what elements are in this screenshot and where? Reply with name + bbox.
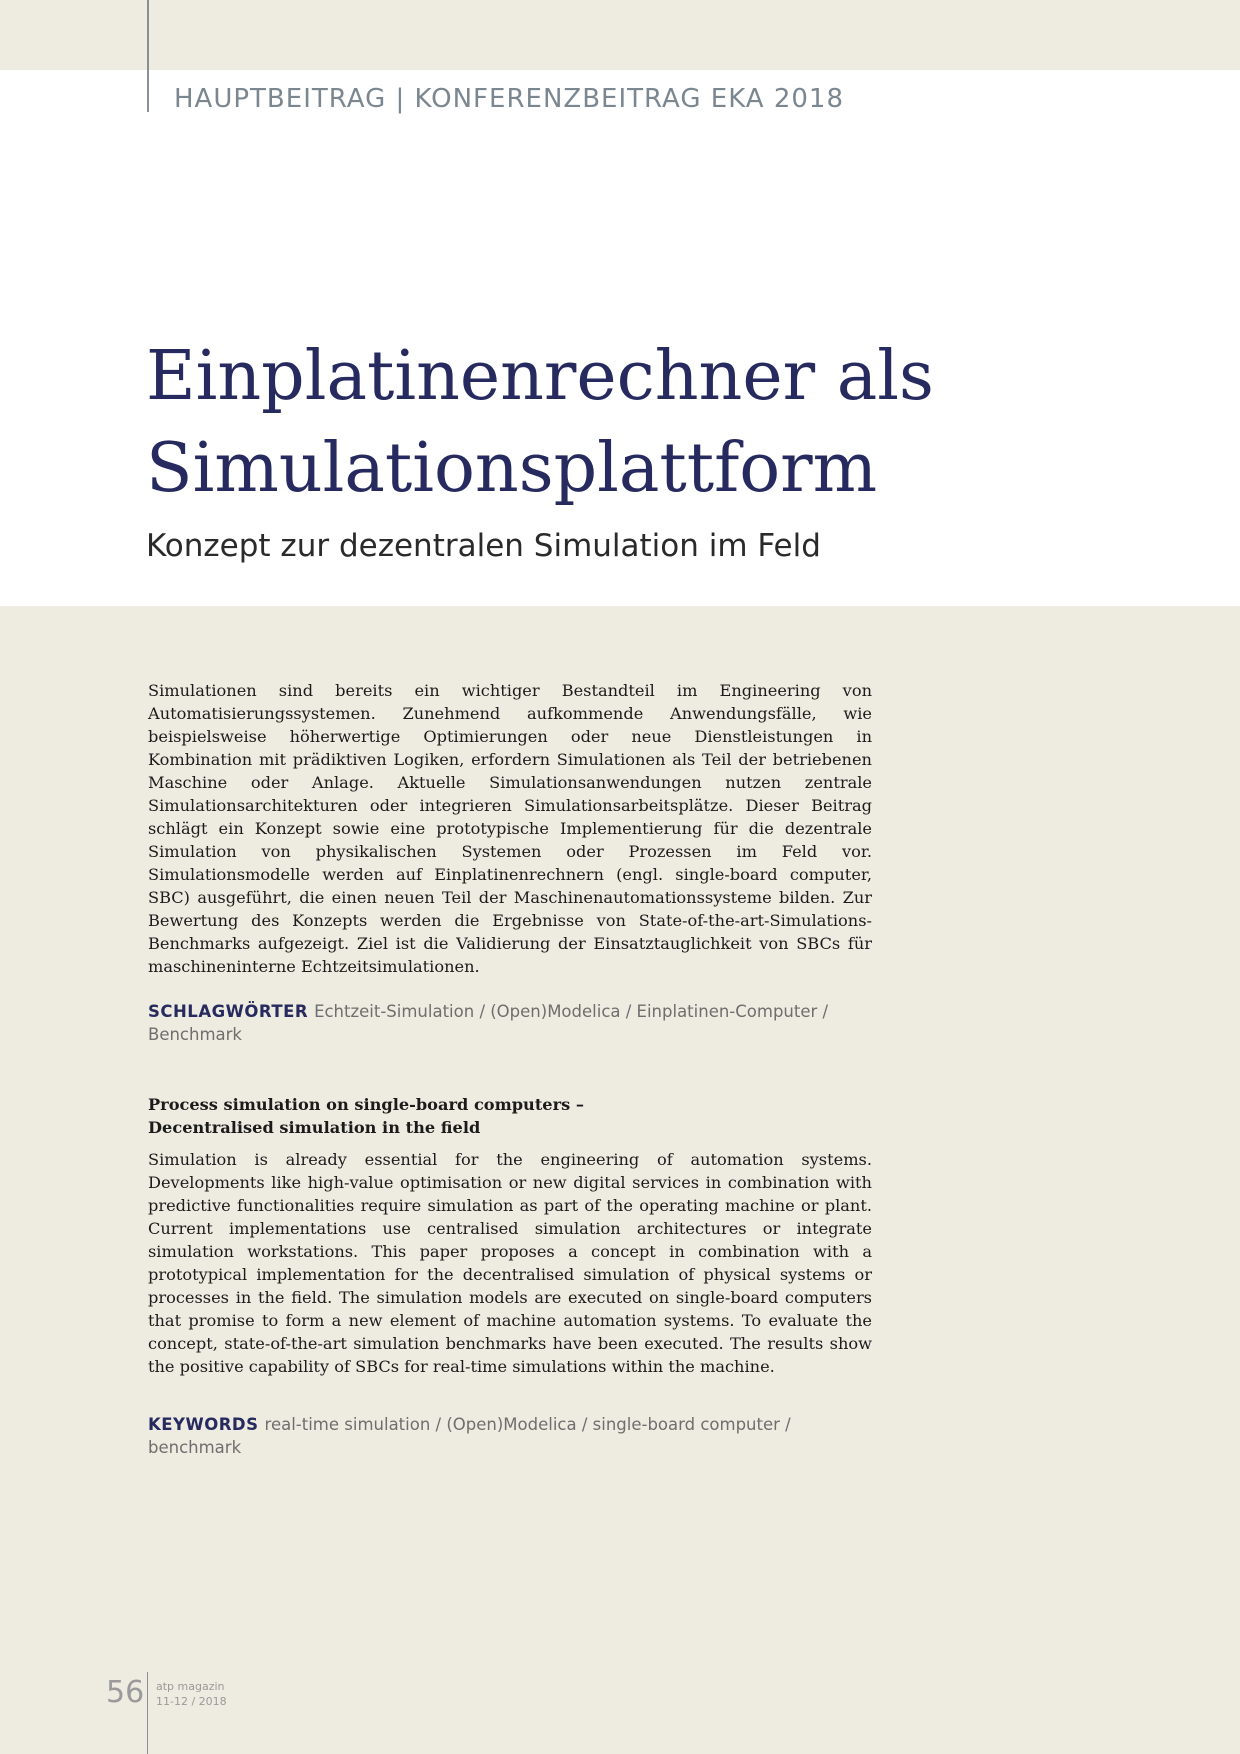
keywords-english xyxy=(148,1413,848,1459)
keywords-german-list: Echtzeit-Simulation / (Open)Modelica / Einplatinen-Computer / Benchmark xyxy=(148,1002,829,1044)
abstract-english-title-line-1: Process simulation on single-board computers – xyxy=(148,1095,584,1114)
magazine-name: atp magazin xyxy=(156,1680,225,1693)
keywords-english-label: KEYWORDS xyxy=(148,1415,259,1434)
abstract-english-title-line-2: Decentralised simulation in the field xyxy=(148,1118,481,1137)
article-subtitle: Konzept zur dezentralen Simulation im Feld xyxy=(146,528,821,564)
abstract-english: Simulation is already essential for the engineering of automation systems. Developments like high-value optimisation or new digital services in combination with predictive functionalities require simulation as part of the operating machine or plant. Current implementations use centralised simulation architectures or integrate simulation workstations. This paper proposes a concept in combination with a prototypical implementation for the decentralised simulation of physical systems or processes in the field. The simulation models are executed on single-board computers that promise to form a new element of machine automation systems. To evaluate the concept, state-of-the-art simulation benchmarks have been executed. The results show the positive capability of SBCs for real-time simulations within the machine. xyxy=(148,1150,872,1376)
keywords-english-list: real-time simulation / (Open)Modelica / single-board computer / benchmark xyxy=(148,1415,791,1457)
top-background-band xyxy=(0,0,1240,70)
abstract-english-title xyxy=(148,1093,872,1139)
title-line-2: Simulationsplattform xyxy=(146,429,878,508)
article-title xyxy=(146,331,1146,515)
keywords-german-label: SCHLAGWÖRTER xyxy=(148,1002,309,1021)
title-line-1: Einplatinenrechner als xyxy=(146,337,934,416)
abstract-german: Simulationen sind bereits ein wichtiger Bestandteil im Engineering von Automatisierungssystemen. Zunehmend aufkommende Anwendungsfälle, wie beispielsweise höherwertige Optimierungen oder neue Dienstleistungen in Kombination mit prädiktiven Logiken, erfordern Simulationen als Teil der betriebenen Maschine oder Anlage. Aktuelle Simulationsanwendungen nutzen zentrale Simulationsarchitekturen oder integrieren Simulationsarbeitsplätze. Dieser Beitrag schlägt ein Konzept sowie eine prototypische Implementierung für die dezentrale Simulation von physikalischen Systemen oder Prozessen im Feld vor. Simulationsmodelle werden auf Einplatinenrechnern (engl. single-board computer, SBC) ausgeführt, die einen neuen Teil der Maschinenautomationssysteme bilden. Zur Bewertung des Konzepts werden die Ergebnisse von State-of-the-art-Simulations-Benchmarks aufgezeigt. Ziel ist die Validierung der Einsatztauglichkeit von SBCs für maschineninterne Echtzeitsimulationen. xyxy=(148,681,872,976)
section-label: HAUPTBEITRAG | KONFERENZBEITRAG EKA 2018 xyxy=(174,84,845,114)
magazine-issue: 11-12 / 2018 xyxy=(156,1695,227,1708)
keywords-german xyxy=(148,1000,848,1046)
footer-magazine-info xyxy=(156,1679,227,1709)
vertical-rule-top xyxy=(147,0,149,112)
page-number: 56 xyxy=(106,1675,145,1710)
vertical-rule-bottom xyxy=(147,1672,148,1754)
